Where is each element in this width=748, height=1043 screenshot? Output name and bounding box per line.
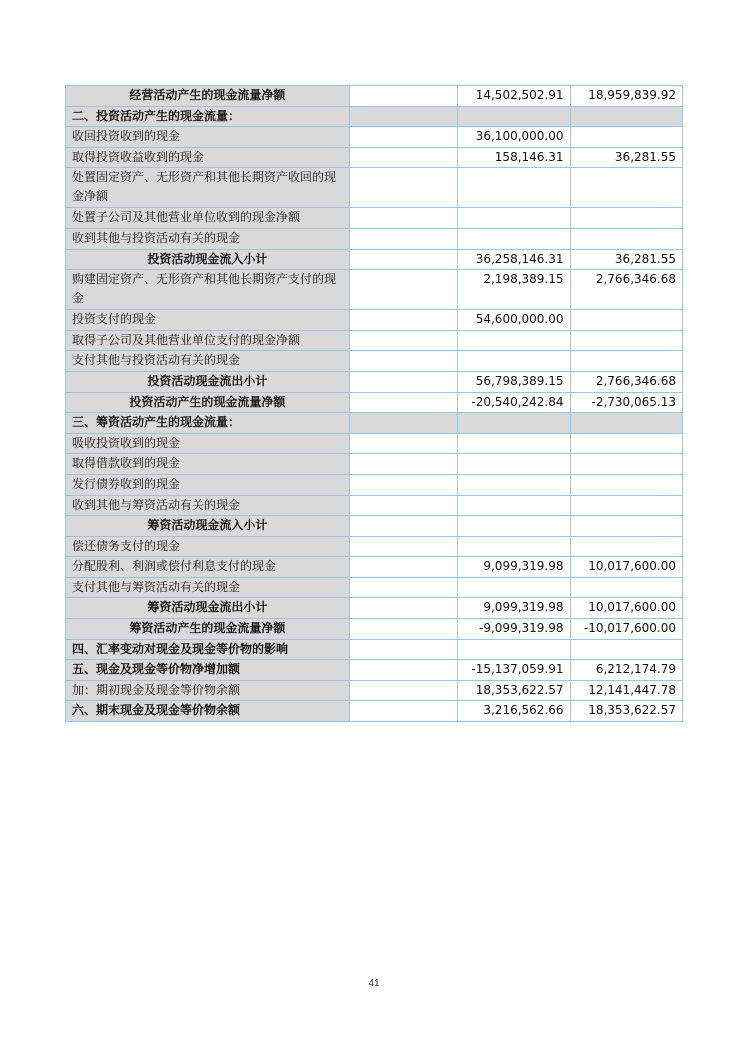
table-row xyxy=(66,208,683,229)
current-period-amount xyxy=(458,577,570,598)
current-period-amount: 54,600,000.00 xyxy=(458,310,570,331)
row-label: 筹资活动现金流入小计 xyxy=(66,516,350,537)
table-row xyxy=(66,106,683,127)
prior-period-amount: -10,017,600.00 xyxy=(570,619,682,640)
prior-period-amount xyxy=(570,228,682,249)
table-row xyxy=(66,168,683,208)
current-period-amount xyxy=(458,433,570,454)
current-period-amount xyxy=(458,413,570,434)
row-label: 收回投资收到的现金 xyxy=(66,127,350,148)
row-label: 取得投资收益收到的现金 xyxy=(66,147,350,168)
row-label: 筹资活动现金流出小计 xyxy=(66,598,350,619)
current-period-amount: 36,100,000.00 xyxy=(458,127,570,148)
table-row xyxy=(66,660,683,681)
page-number: 41 xyxy=(368,978,380,989)
cash-flow-table-body xyxy=(66,86,683,722)
current-period-amount xyxy=(458,639,570,660)
current-period-amount xyxy=(458,330,570,351)
current-period-amount: 56,798,389.15 xyxy=(458,371,570,392)
prior-period-amount xyxy=(570,208,682,229)
row-label: 处置固定资产、无形资产和其他长期资产收回的现金净额 xyxy=(66,168,350,208)
current-period-amount: 3,216,562.66 xyxy=(458,701,570,722)
prior-period-amount xyxy=(570,330,682,351)
row-label: 取得子公司及其他营业单位支付的现金净额 xyxy=(66,330,350,351)
row-label: 收到其他与投资活动有关的现金 xyxy=(66,228,350,249)
note-cell xyxy=(349,330,457,351)
note-cell xyxy=(349,106,457,127)
row-label: 四、汇率变动对现金及现金等价物的影响 xyxy=(66,639,350,660)
prior-period-amount xyxy=(570,433,682,454)
prior-period-amount: 6,212,174.79 xyxy=(570,660,682,681)
table-row xyxy=(66,86,683,107)
current-period-amount: 9,099,319.98 xyxy=(458,598,570,619)
table-row xyxy=(66,433,683,454)
table-row xyxy=(66,249,683,270)
row-label: 发行债券收到的现金 xyxy=(66,474,350,495)
current-period-amount: -20,540,242.84 xyxy=(458,392,570,413)
current-period-amount: 9,099,319.98 xyxy=(458,557,570,578)
table-row xyxy=(66,619,683,640)
table-row xyxy=(66,536,683,557)
prior-period-amount xyxy=(570,413,682,434)
prior-period-amount: 18,353,622.57 xyxy=(570,701,682,722)
table-row xyxy=(66,270,683,310)
note-cell xyxy=(349,598,457,619)
row-label: 分配股利、利润或偿付利息支付的现金 xyxy=(66,557,350,578)
row-label: 支付其他与筹资活动有关的现金 xyxy=(66,577,350,598)
row-label: 购建固定资产、无形资产和其他长期资产支付的现金 xyxy=(66,270,350,310)
prior-period-amount: 2,766,346.68 xyxy=(570,270,682,310)
current-period-amount xyxy=(458,536,570,557)
table-row xyxy=(66,371,683,392)
note-cell xyxy=(349,619,457,640)
current-period-amount: -9,099,319.98 xyxy=(458,619,570,640)
note-cell xyxy=(349,495,457,516)
row-label: 筹资活动产生的现金流量净额 xyxy=(66,619,350,640)
table-row xyxy=(66,351,683,372)
note-cell xyxy=(349,168,457,208)
prior-period-amount: 2,766,346.68 xyxy=(570,371,682,392)
table-row xyxy=(66,147,683,168)
row-label: 投资支付的现金 xyxy=(66,310,350,331)
note-cell xyxy=(349,474,457,495)
note-cell xyxy=(349,351,457,372)
prior-period-amount xyxy=(570,106,682,127)
note-cell xyxy=(349,413,457,434)
note-cell xyxy=(349,433,457,454)
note-cell xyxy=(349,577,457,598)
note-cell xyxy=(349,147,457,168)
prior-period-amount xyxy=(570,351,682,372)
table-row xyxy=(66,413,683,434)
row-label: 六、期末现金及现金等价物余额 xyxy=(66,701,350,722)
note-cell xyxy=(349,310,457,331)
current-period-amount xyxy=(458,351,570,372)
note-cell xyxy=(349,392,457,413)
note-cell xyxy=(349,516,457,537)
note-cell xyxy=(349,86,457,107)
prior-period-amount xyxy=(570,639,682,660)
table-row xyxy=(66,454,683,475)
row-label: 投资活动产生的现金流量净额 xyxy=(66,392,350,413)
table-row xyxy=(66,516,683,537)
table-row xyxy=(66,127,683,148)
current-period-amount xyxy=(458,208,570,229)
current-period-amount xyxy=(458,495,570,516)
current-period-amount xyxy=(458,106,570,127)
prior-period-amount: 10,017,600.00 xyxy=(570,598,682,619)
row-label: 吸收投资收到的现金 xyxy=(66,433,350,454)
row-label: 加：期初现金及现金等价物余额 xyxy=(66,680,350,701)
current-period-amount: 18,353,622.57 xyxy=(458,680,570,701)
row-label: 处置子公司及其他营业单位收到的现金净额 xyxy=(66,208,350,229)
note-cell xyxy=(349,536,457,557)
table-row xyxy=(66,330,683,351)
note-cell xyxy=(349,454,457,475)
current-period-amount: -15,137,059.91 xyxy=(458,660,570,681)
current-period-amount: 14,502,502.91 xyxy=(458,86,570,107)
row-label: 投资活动现金流出小计 xyxy=(66,371,350,392)
cash-flow-table xyxy=(65,85,683,722)
note-cell xyxy=(349,680,457,701)
row-label: 取得借款收到的现金 xyxy=(66,454,350,475)
prior-period-amount xyxy=(570,474,682,495)
note-cell xyxy=(349,127,457,148)
prior-period-amount: 18,959,839.92 xyxy=(570,86,682,107)
table-row xyxy=(66,701,683,722)
note-cell xyxy=(349,557,457,578)
row-label: 经营活动产生的现金流量净额 xyxy=(66,86,350,107)
prior-period-amount xyxy=(570,168,682,208)
note-cell xyxy=(349,701,457,722)
table-row xyxy=(66,310,683,331)
prior-period-amount xyxy=(570,577,682,598)
note-cell xyxy=(349,371,457,392)
note-cell xyxy=(349,208,457,229)
prior-period-amount: 36,281.55 xyxy=(570,249,682,270)
table-row xyxy=(66,474,683,495)
table-row xyxy=(66,392,683,413)
table-row xyxy=(66,228,683,249)
note-cell xyxy=(349,660,457,681)
note-cell xyxy=(349,228,457,249)
table-row xyxy=(66,598,683,619)
row-label: 偿还债务支付的现金 xyxy=(66,536,350,557)
current-period-amount xyxy=(458,168,570,208)
note-cell xyxy=(349,249,457,270)
prior-period-amount: 36,281.55 xyxy=(570,147,682,168)
table-row xyxy=(66,680,683,701)
prior-period-amount xyxy=(570,536,682,557)
prior-period-amount: 10,017,600.00 xyxy=(570,557,682,578)
current-period-amount xyxy=(458,474,570,495)
prior-period-amount: -2,730,065.13 xyxy=(570,392,682,413)
row-label: 五、现金及现金等价物净增加额 xyxy=(66,660,350,681)
row-label: 支付其他与投资活动有关的现金 xyxy=(66,351,350,372)
table-row xyxy=(66,495,683,516)
current-period-amount xyxy=(458,454,570,475)
row-label: 投资活动现金流入小计 xyxy=(66,249,350,270)
current-period-amount: 36,258,146.31 xyxy=(458,249,570,270)
table-row xyxy=(66,577,683,598)
note-cell xyxy=(349,639,457,660)
table-row xyxy=(66,639,683,660)
table-row xyxy=(66,557,683,578)
note-cell xyxy=(349,270,457,310)
current-period-amount: 158,146.31 xyxy=(458,147,570,168)
current-period-amount: 2,198,389.15 xyxy=(458,270,570,310)
row-label: 三、筹资活动产生的现金流量： xyxy=(66,413,350,434)
prior-period-amount xyxy=(570,454,682,475)
prior-period-amount xyxy=(570,495,682,516)
prior-period-amount: 12,141,447.78 xyxy=(570,680,682,701)
prior-period-amount xyxy=(570,516,682,537)
current-period-amount xyxy=(458,228,570,249)
prior-period-amount xyxy=(570,310,682,331)
current-period-amount xyxy=(458,516,570,537)
prior-period-amount xyxy=(570,127,682,148)
row-label: 二、投资活动产生的现金流量： xyxy=(66,106,350,127)
row-label: 收到其他与筹资活动有关的现金 xyxy=(66,495,350,516)
